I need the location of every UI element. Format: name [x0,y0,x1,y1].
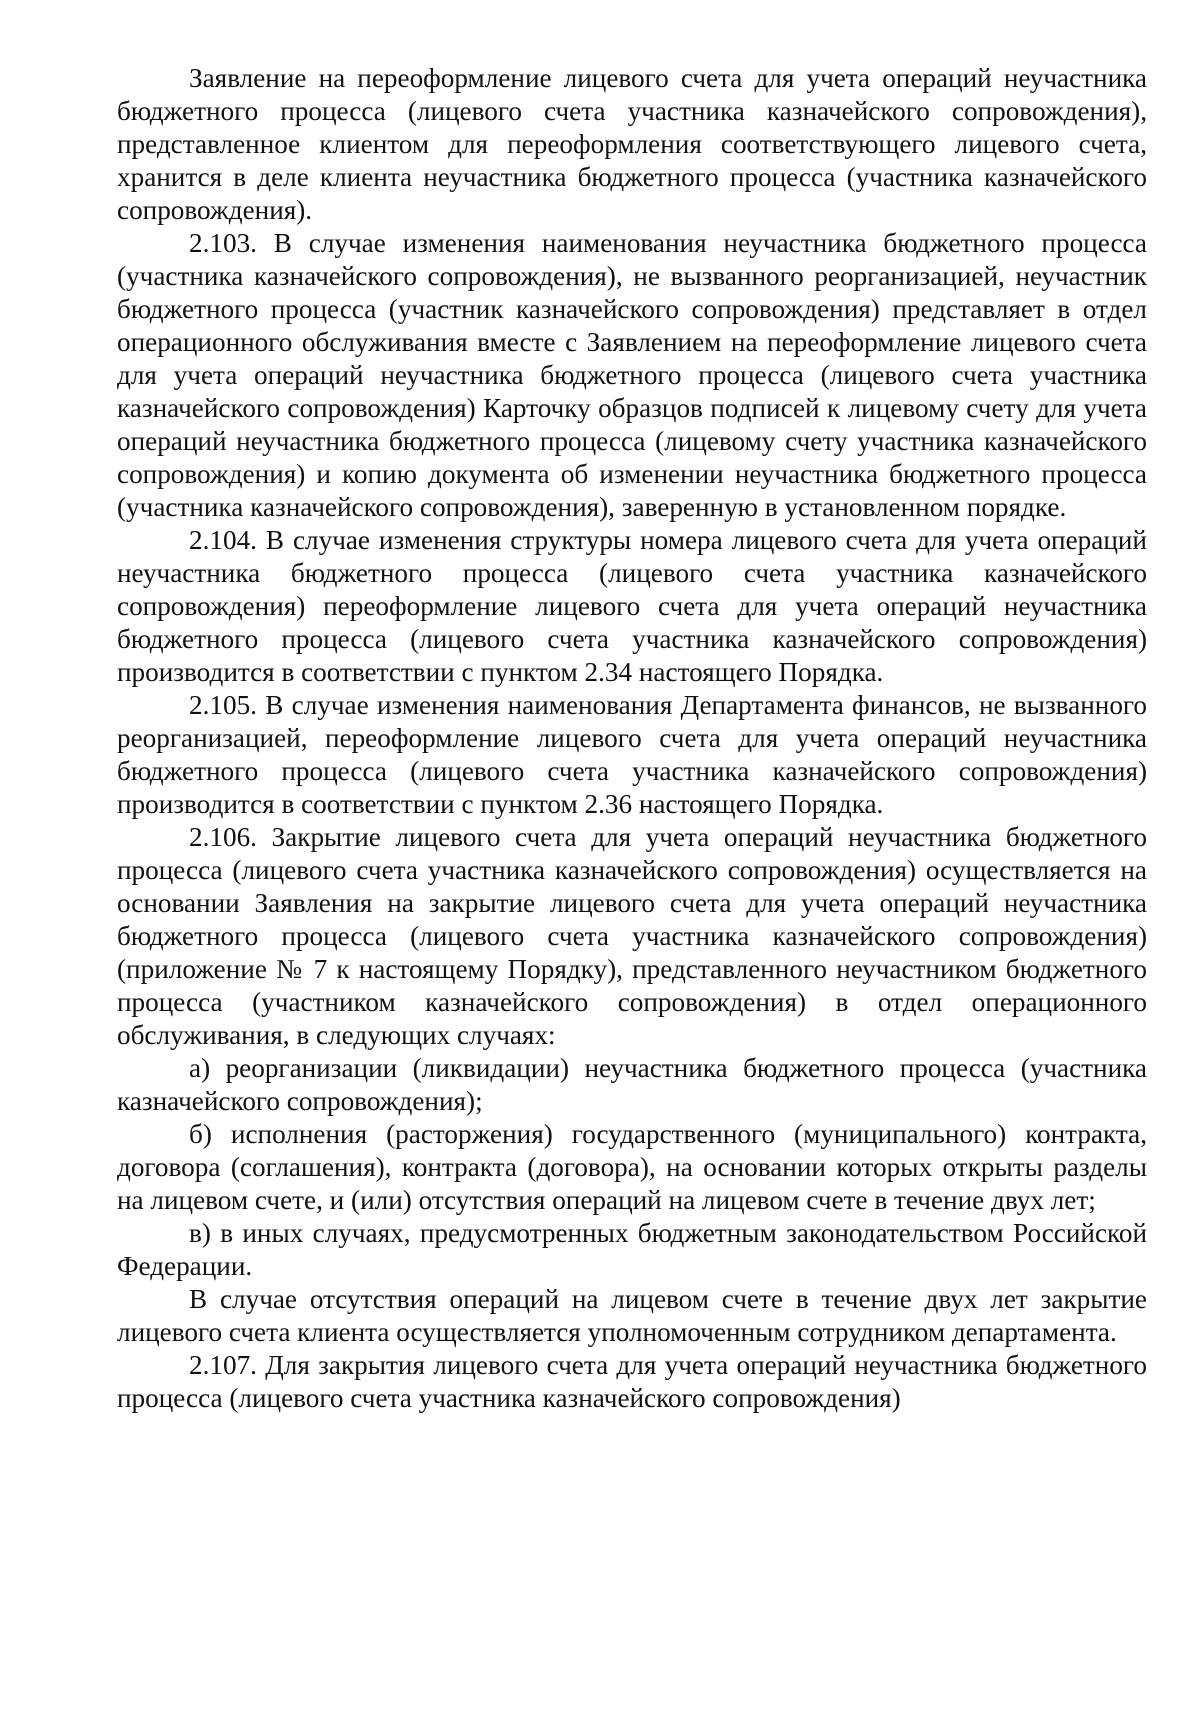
list-item-b: б) исполнения (расторжения) государственного (муниципального) контракта, договора (соглашения), контракта (договора), на основании которых открыты разделы на лицевом счете, и (или) отсутствия операций на лицевом счете в течение двух лет; [117,1119,1147,1215]
list-item-a: а) реорганизации (ликвидации) неучастника бюджетного процесса (участника казначейского сопровождения); [117,1053,1147,1116]
paragraph-closure-by-employee: В случае отсутствия операций на лицевом счете в течение двух лет закрытие лицевого счета клиента осуществляется уполномоченным сотрудником департамента. [117,1284,1147,1347]
paragraph-application-storage: Заявление на переоформление лицевого счета для учета операций неучастника бюджетного процесса (лицевого счета участника казначейского сопровождения), представленное клиентом для переоформления соответствующего лицевого счета, хранится в деле клиента неучастника бюджетного процесса (участника казначейского сопровождения). [117,63,1147,225]
paragraph-2-103: 2.103. В случае изменения наименования неучастника бюджетного процесса (участника казначейского сопровождения), не вызванного реорганизацией, неучастник бюджетного процесса (участник казначейского сопровождения) представляет в отдел операционного обслуживания вместе с Заявлением на переоформление лицевого счета для учета операций неучастника бюджетного процесса (лицевого счета участника казначейского сопровождения) Карточку образцов подписей к лицевому счету для учета операций неучастника бюджетного процесса (лицевому счету участника казначейского сопровождения) и копию документа об изменении неучастника бюджетного процесса (участника казначейского сопровождения), заверенную в установленном порядке. [117,228,1147,522]
paragraph-2-105: 2.105. В случае изменения наименования Департамента финансов, не вызванного реорганизацией, переоформление лицевого счета для учета операций неучастника бюджетного процесса (лицевого счета участника казначейского сопровождения) производится в соответствии с пунктом 2.36 настоящего Порядка. [117,690,1147,819]
paragraph-2-106: 2.106. Закрытие лицевого счета для учета операций неучастника бюджетного процесса (лицевого счета участника казначейского сопровождения) осуществляется на основании Заявления на закрытие лицевого счета для учета операций неучастника бюджетного процесса (лицевого счета участника казначейского сопровождения) (приложение № 7 к настоящему Порядку), представленного неучастником бюджетного процесса (участником казначейского сопровождения) в отдел операционного обслуживания, в следующих случаях: [117,822,1147,1050]
document-page [117,62,1147,1415]
list-item-v: в) в иных случаях, предусмотренных бюджетным законодательством Российской Федерации. [117,1218,1147,1281]
paragraph-2-107: 2.107. Для закрытия лицевого счета для учета операций неучастника бюджетного процесса (лицевого счета участника казначейского сопровождения) [117,1350,1147,1413]
paragraph-2-104: 2.104. В случае изменения структуры номера лицевого счета для учета операций неучастника бюджетного процесса (лицевого счета участника казначейского сопровождения) переоформление лицевого счета для учета операций неучастника бюджетного процесса (лицевого счета участника казначейского сопровождения) производится в соответствии с пунктом 2.34 настоящего Порядка. [117,525,1147,687]
